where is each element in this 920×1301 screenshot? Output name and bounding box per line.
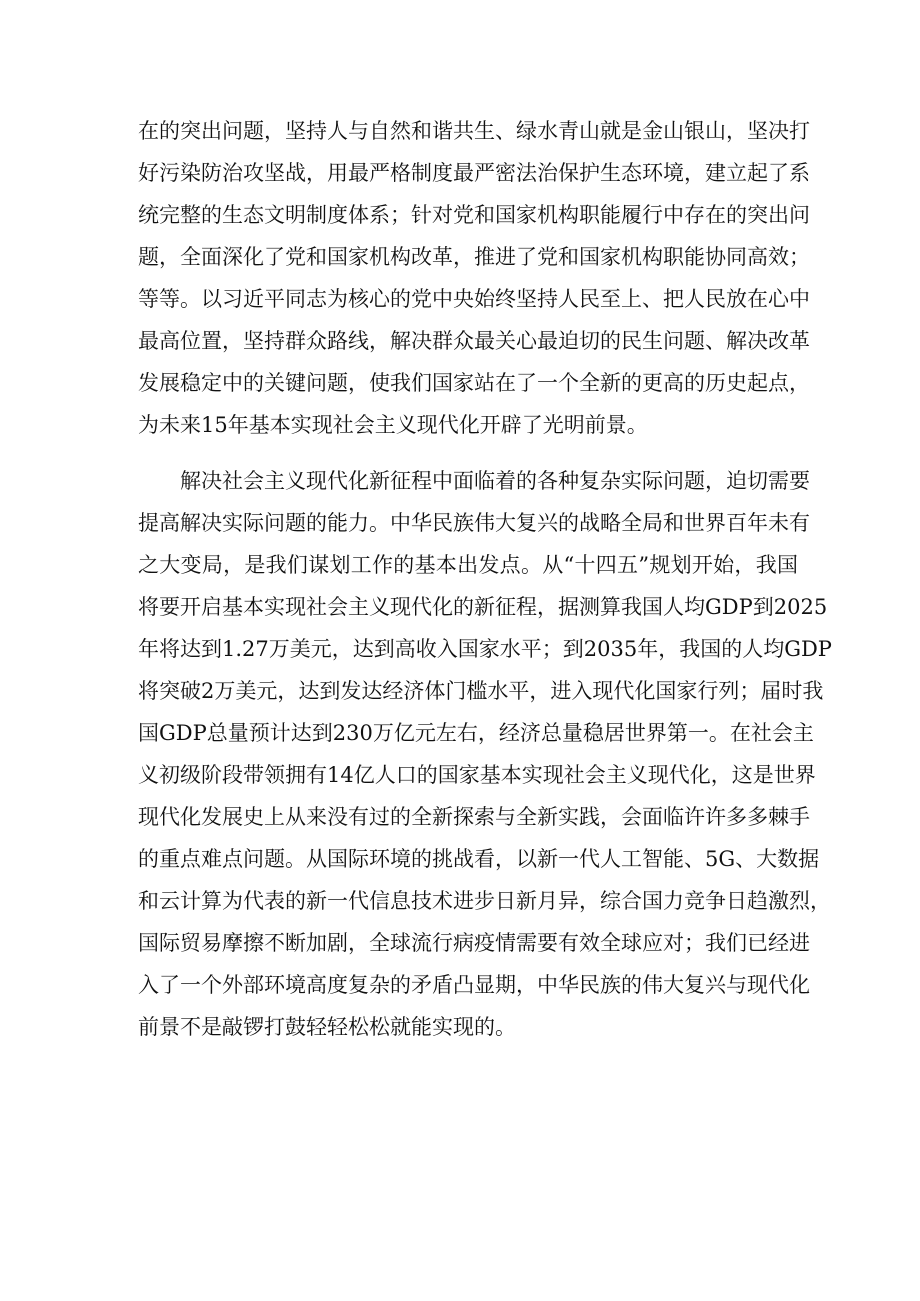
text-line: 为未来15年基本实现社会主义现代化开辟了光明前景。	[138, 413, 648, 437]
text-line: 将要开启基本实现社会主义现代化的新征程，据测算我国人均GDP到2025	[138, 595, 828, 619]
text-line: 最高位置，坚持群众路线，解决群众最关心最迫切的民生问题、解决改革	[138, 329, 810, 353]
paragraph-2	[138, 460, 832, 1048]
text-line: 和云计算为代表的新一代信息技术进步日新月异，综合国力竞争日趋激烈，	[138, 889, 831, 913]
text-line: 之大变局，是我们谋划工作的基本出发点。从“十四五”规划开始，我国	[138, 553, 798, 577]
paragraph-1	[138, 110, 810, 446]
text-line: 题，全面深化了党和国家机构改革，推进了党和国家机构职能协同高效；	[138, 245, 810, 269]
text-line: 义初级阶段带领拥有14亿人口的国家基本实现社会主义现代化，这是世界	[138, 763, 816, 787]
text-line: 统完整的生态文明制度体系；针对党和国家机构职能履行中存在的突出问	[138, 203, 810, 227]
text-line: 发展稳定中的关键问题，使我们国家站在了一个全新的更高的历史起点，	[138, 371, 810, 395]
text-line: 现代化发展史上从来没有过的全新探索与全新实践，会面临许许多多棘手	[138, 805, 810, 829]
text-line: 入了一个外部环境高度复杂的矛盾凸显期，中华民族的伟大复兴与现代化	[138, 973, 810, 997]
text-line: 解决社会主义现代化新征程中面临着的各种复杂实际问题，迫切需要	[180, 469, 810, 493]
text-line: 前景不是敲锣打鼓轻轻松松就能实现的。	[138, 1015, 516, 1039]
text-line: 国GDP总量预计达到230万亿元左右，经济总量稳居世界第一。在社会主	[138, 721, 814, 745]
text-line: 的重点难点问题。从国际环境的挑战看，以新一代人工智能、5G、大数据	[138, 847, 820, 871]
text-line: 提高解决实际问题的能力。中华民族伟大复兴的战略全局和世界百年未有	[138, 511, 810, 535]
document-body	[138, 110, 832, 1048]
text-line: 在的突出问题，坚持人与自然和谐共生、绿水青山就是金山银山，坚决打	[138, 119, 810, 143]
text-line: 国际贸易摩擦不断加剧，全球流行病疫情需要有效全球应对；我们已经进	[138, 931, 810, 955]
text-line: 年将达到1.27万美元，达到高收入国家水平；到2035年，我国的人均GDP	[138, 637, 832, 661]
text-line: 等等。以习近平同志为核心的党中央始终坚持人民至上、把人民放在心中	[138, 287, 810, 311]
text-line: 将突破2万美元，达到发达经济体门槛水平，进入现代化国家行列；届时我	[138, 679, 824, 703]
text-line: 好污染防治攻坚战，用最严格制度最严密法治保护生态环境，建立起了系	[138, 161, 810, 185]
